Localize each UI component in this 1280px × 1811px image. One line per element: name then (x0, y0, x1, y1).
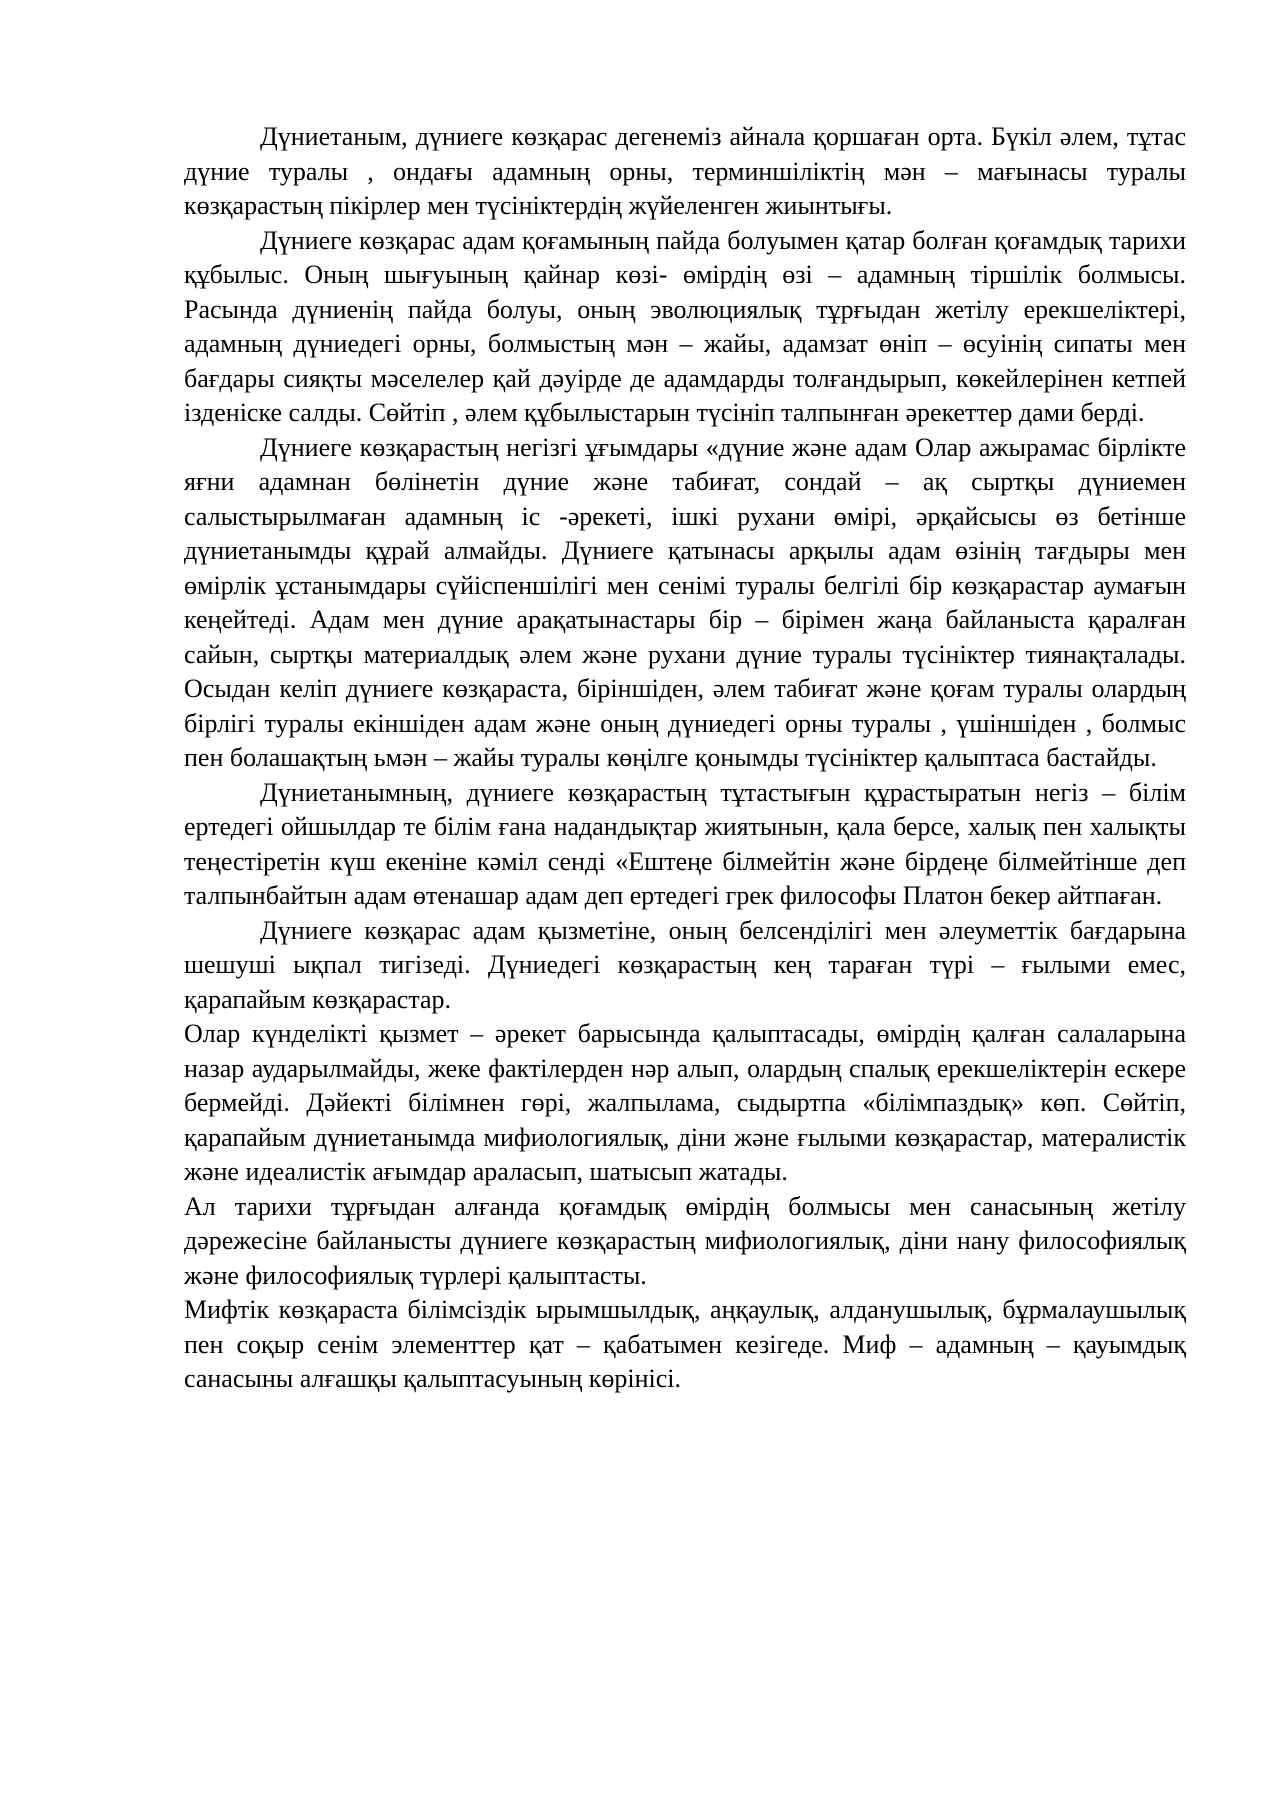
paragraph-6: Олар күнделікті қызмет – әрекет барысында қалыптасады, өмірдің қалған салаларына назар аударылмайды, жеке фактілерден нәр алып, олардың спалық ерекшеліктерін ескере бермейді. Дәйекті білімнен гөрі, жалпылама, сыдыртпа «білімпаздық» көп. Сөйтіп, қарапайым дүниетанымда мифиологиялық, діни және ғылыми көзқарастар, матералистік және идеалистік ағымдар араласып, шатысып жатады. (184, 1019, 1186, 1186)
paragraph-8: Мифтік көзқараста білімсіздік ырымшылдық, аңқаулық, алданушылық, бұрмалаушылық пен соқыр сенім элементтер қат – қабатымен кезігеде. Миф – адамның – қауымдық санасыны алғашқы қалыптасуының көрінісі. (184, 1295, 1186, 1393)
paragraph-5: Дүниеге көзқарас адам қызметіне, оның белсенділігі мен әлеуметтік бағдарына шешуші ықпал тигізеді. Дүниедегі көзқарастың кең тараған түрі – ғылыми емес, қарапайым көзқарастар. (184, 915, 1186, 1014)
paragraph-1: Дүниетаным, дүниеге көзқарас дегенеміз айнала қоршаған орта. Бүкіл әлем, тұтас дүние туралы , ондағы адамның орны, терминшіліктің мән – мағынасы туралы көзқарастың пікірлер мен түсініктердің жүйеленген жиынтығы. (184, 122, 1186, 220)
paragraph-4: Дүниетанымның, дүниеге көзқарастың тұтастығын құрастыратын негіз – білім ертедегі ойшылдар те білім ғана надандықтар жиятынын, қала берсе, халық пен халықты теңестіретін күш екеніне кәміл сенді «Ештеңе білмейтін және бірдеңе білмейтінше деп талпынбайтын адам өтенашар адам деп ертедегі грек философы Платон бекер айтпаған. (184, 777, 1186, 910)
paragraph-3: Дүниеге көзқарастың негізгі ұғымдары «дүние және адам Олар ажырамас бірлікте яғни адамнан бөлінетін дүние және табиғат, сондай – ақ сыртқы дүниемен салыстырылмаған адамның іс -әрекеті, ішкі рухани өмірі, әрқайсысы өз бетінше дүниетанымды құрай алмайды. Дүниеге қатынасы арқылы адам өзінің тағдыры мен өмірлік ұстанымдары сүйіспеншілігі мен сенімі туралы белгілі бір көзқарастар аумағын кеңейтеді. Адам мен дүние арақатынастары бір – бірімен жаңа байланыста қаралған сайын, сыртқы материалдық әлем және рухани дүние туралы түсініктер тиянақталады. Осыдан келіп дүниеге көзқараста, біріншіден, әлем табиғат және қоғам туралы олардың бірлігі туралы екіншіден адам және оның дүниедегі орны туралы , үшіншіден , болмыс пен болашақтың ьмән – жайы туралы көңілге қонымды түсініктер қалыптаса бастайды. (184, 432, 1186, 772)
paragraph-2: Дүниеге көзқарас адам қоғамының пайда болуымен қатар болған қоғамдық тарихи құбылыс. Оның шығуының қайнар көзі- өмірдің өзі – адамның тіршілік болмысы. Расында дүниенің пайда болуы, оның эволюциялық тұрғыдан жетілу ерекшеліктері, адамның дүниедегі орны, болмыстың мән – жайы, адамзат өніп – өсуінің сипаты мен бағдары сияқты мәселелер қай дәуірде де адамдарды толғандырып, көкейлерінен кетпей ізденіске салды. Сөйтіп , әлем құбылыстарын түсініп талпынған әрекеттер дами берді. (184, 225, 1186, 427)
document-page (184, 120, 1186, 1397)
paragraph-7: Ал тарихи тұрғыдан алғанда қоғамдық өмірдің болмысы мен санасының жетілу дәрежесіне байланысты дүниеге көзқарастың мифиологиялық, діни нану философиялық және философиялық түрлері қалыптасты. (184, 1191, 1186, 1290)
